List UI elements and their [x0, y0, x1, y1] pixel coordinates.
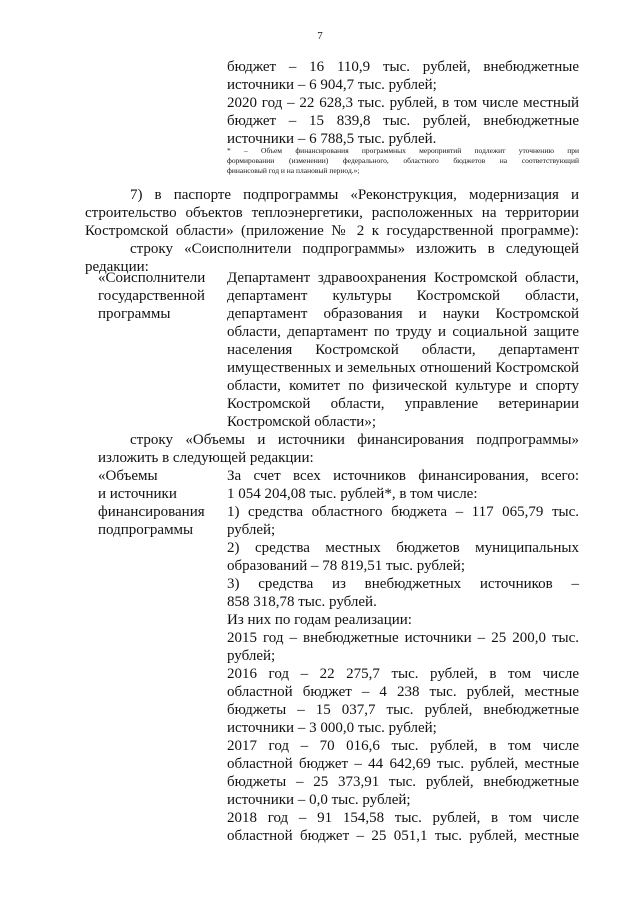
coexecutors-line-3: департамент образования и науки Костромской [227, 306, 579, 322]
top-line-2: источники – 6 904,7 тыс. рублей; [227, 77, 437, 93]
coexecutors-line-5: населения Костромской области, департамент [227, 342, 579, 358]
page-number: 7 [317, 30, 323, 42]
volumes-line-10: 2015 год – внебюджетные источники – 25 200,0 тыс. [227, 630, 579, 646]
coexecutors-line-7: области, комитет по физической культуре и спорту [227, 378, 579, 394]
top-line-3: 2020 год – 22 628,3 тыс. рублей, в том числе местный [227, 95, 579, 111]
footnote-line-3: финансовый год и на плановый период.»; [227, 166, 360, 175]
volumes-line-2: 1 054 204,08 тыс. рублей*, в том числе: [227, 486, 478, 502]
volumes-line-11: рублей; [227, 648, 276, 664]
volumes-line-15: источники – 3 000,0 тыс. рублей; [227, 720, 437, 736]
coexecutors-line-4: области, департамент по труду и социальной защите [227, 324, 579, 340]
volumes-intro-line-2: изложить в следующей редакции: [98, 450, 314, 466]
coexecutors-label-2: государственной [98, 288, 205, 304]
volumes-label-3: финансирования [98, 504, 205, 520]
coexecutors-line-6: имущественных и земельных отношений Костромской [227, 360, 579, 376]
coexecutors-line-8: Костромской области, управление ветеринарии [227, 396, 579, 412]
item7-line-1: 7) в паспорте подпрограммы «Реконструкция, модернизация и [130, 187, 579, 203]
volumes-line-19: источники – 0,0 тыс. рублей; [227, 792, 411, 808]
coexecutors-label-3: программы [98, 306, 171, 322]
volumes-line-9: Из них по годам реализации: [227, 612, 412, 628]
footnote-line-1: * – Объем финансирования программных мероприятий подлежит уточнению при [227, 146, 579, 155]
volumes-line-3: 1) средства областного бюджета – 117 065,79 тыс. [227, 504, 579, 520]
coexecutors-label-1: «Соисполнители [98, 270, 206, 286]
item7-line-5: редакции: [85, 259, 149, 275]
volumes-line-17: областной бюджет – 44 642,69 тыс. рублей, местные [227, 756, 579, 772]
volumes-line-21: областной бюджет – 25 051,1 тыс. рублей, местные [227, 828, 579, 844]
coexecutors-line-9: Костромской области»; [227, 414, 377, 430]
volumes-line-14: бюджеты – 15 037,7 тыс. рублей, внебюджетные [227, 702, 579, 718]
volumes-label-2: и источники [98, 486, 177, 502]
volumes-line-1: За счет всех источников финансирования, всего: [227, 468, 579, 484]
volumes-line-5: 2) средства местных бюджетов муниципальных [227, 540, 579, 556]
volumes-line-7: 3) средства из внебюджетных источников – [227, 576, 579, 592]
top-line-5: источники – 6 788,5 тыс. рублей. [227, 131, 437, 147]
top-line-4: бюджет – 15 839,8 тыс. рублей, внебюджетные [227, 113, 579, 129]
volumes-intro-line-1: строку «Объемы и источники финансирования подпрограммы» [130, 432, 579, 448]
volumes-label-1: «Объемы [98, 468, 158, 484]
top-line-1: бюджет – 16 110,9 тыс. рублей, внебюджетные [227, 59, 579, 75]
volumes-line-8: 858 318,78 тыс. рублей. [227, 594, 377, 610]
footnote-line-2: формировании (изменении) федерального, областного бюджетов на соответствующий [227, 156, 579, 165]
item7-line-3: Костромской области» (приложение № 2 к государственной программе): [85, 223, 579, 239]
volumes-line-13: областной бюджет – 4 238 тыс. рублей, местные [227, 684, 579, 700]
coexecutors-line-1: Департамент здравоохранения Костромской области, [227, 270, 579, 286]
volumes-label-4: подпрограммы [98, 522, 194, 538]
volumes-line-16: 2017 год – 70 016,6 тыс. рублей, в том числе [227, 738, 579, 754]
item7-line-4: строку «Соисполнители подпрограммы» изложить в следующей [130, 241, 579, 257]
volumes-line-20: 2018 год – 91 154,58 тыс. рублей, в том числе [227, 810, 579, 826]
volumes-line-4: рублей; [227, 522, 276, 538]
coexecutors-line-2: департамент культуры Костромской области, [227, 288, 579, 304]
item7-line-2: строительство объектов теплоэнергетики, расположенных на территории [85, 205, 579, 221]
volumes-line-18: бюджеты – 25 373,91 тыс. рублей, внебюджетные [227, 774, 579, 790]
volumes-line-12: 2016 год – 22 275,7 тыс. рублей, в том числе [227, 666, 579, 682]
volumes-line-6: образований – 78 819,51 тыс. рублей; [227, 558, 465, 574]
